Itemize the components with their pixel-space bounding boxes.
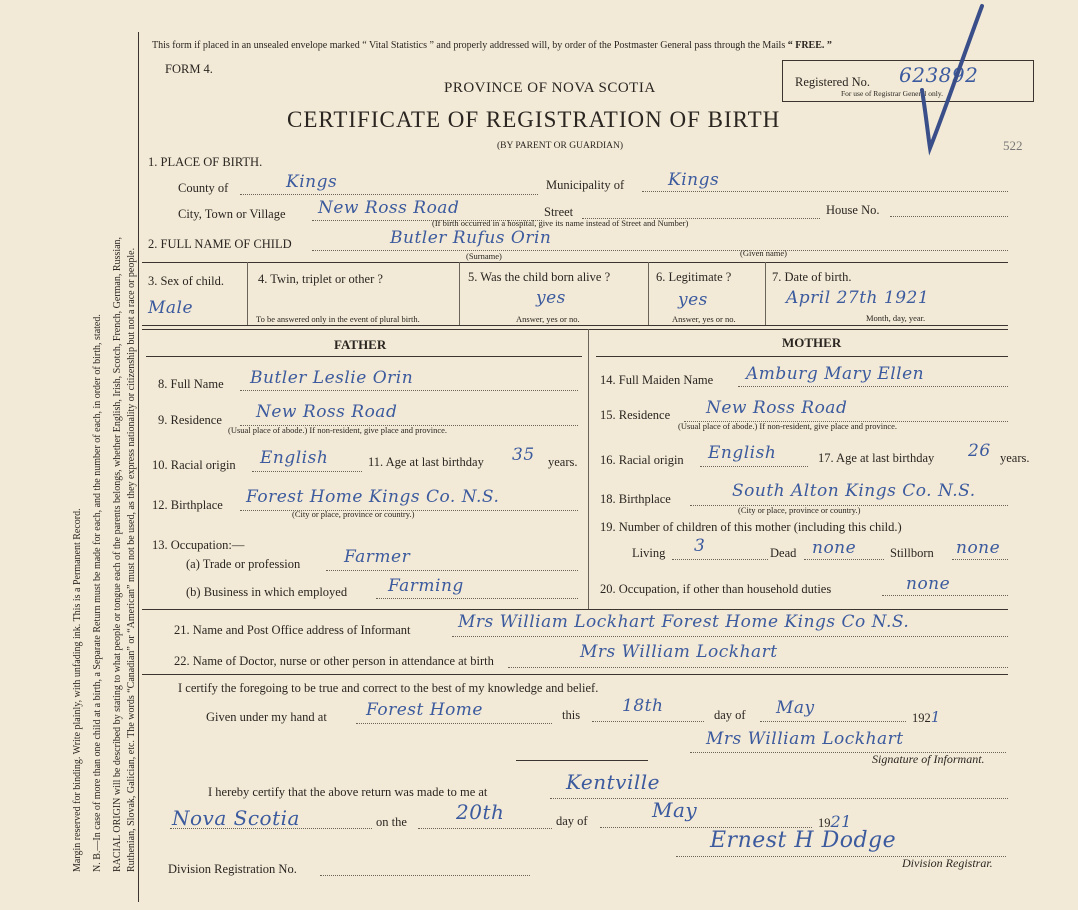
father-name-line bbox=[240, 390, 578, 391]
sex-value: Male bbox=[148, 298, 194, 318]
certify-month-line bbox=[760, 721, 906, 722]
father-age-label: 11. Age at last birthday bbox=[368, 455, 484, 469]
father-racial-line bbox=[252, 471, 362, 472]
child-name-line bbox=[312, 250, 1008, 251]
given-place-line bbox=[356, 723, 552, 724]
mother-residence-label: 15. Residence bbox=[600, 408, 671, 422]
father-residence-value: New Ross Road bbox=[256, 402, 398, 422]
certify-year-prefix: 192 bbox=[912, 711, 931, 725]
registrar-year-suffix: 21 bbox=[830, 812, 852, 831]
father-birthplace-note: (City or place, province or country.) bbox=[292, 509, 415, 519]
mother-age-value: 26 bbox=[968, 441, 991, 461]
municipality-value: Kings bbox=[668, 170, 720, 190]
father-occupation-label: 13. Occupation:— bbox=[152, 538, 245, 552]
father-age-years: years. bbox=[548, 455, 578, 469]
mother-heading: MOTHER bbox=[782, 335, 842, 350]
stillborn-label: Stillborn bbox=[890, 546, 934, 560]
father-age-value: 35 bbox=[512, 445, 535, 465]
registrar-day-value: 20th bbox=[456, 800, 505, 824]
date-of-birth-label: 7. Date of birth. bbox=[772, 270, 852, 284]
child-name-value: Butler Rufus Orin bbox=[390, 228, 552, 248]
registrar-signature: Ernest H Dodge bbox=[710, 828, 897, 853]
registrar-day-line bbox=[418, 828, 552, 829]
certify-this-label: this bbox=[562, 708, 581, 722]
registered-number-value: 623892 bbox=[899, 63, 979, 87]
certify-day-line bbox=[592, 721, 704, 722]
mother-name-label: 14. Full Maiden Name bbox=[600, 373, 714, 387]
municipality-label: Municipality of bbox=[546, 178, 625, 192]
mail-free-label: “ FREE. ” bbox=[787, 40, 832, 51]
born-alive-label: 5. Was the child born alive ? bbox=[468, 270, 611, 284]
margin-note-racial-origin: RACIAL ORIGIN will be described by stating to what people or tongue each of the parents belongs, whether English, Irish, Scotch, French, German, Russian, bbox=[112, 236, 123, 872]
surname-note: (Surname) bbox=[466, 251, 502, 261]
legitimate-label: 6. Legitimate ? bbox=[656, 270, 732, 284]
registrar-separator bbox=[516, 760, 648, 761]
dead-line bbox=[804, 559, 884, 560]
attendant-value: Mrs William Lockhart bbox=[580, 642, 778, 662]
certificate-subtitle: (BY PARENT OR GUARDIAN) bbox=[497, 141, 624, 151]
division-registration-line bbox=[320, 875, 530, 876]
registered-number-label: Registered No. bbox=[795, 75, 870, 89]
registrar-year-prefix: 19 bbox=[818, 816, 831, 830]
margin-note-nationality: Ruthenian, Slovak, Galician, etc. The words “Canadian” or “American” must not be used, as they express nationality or citizenship but not a race or people. bbox=[126, 247, 137, 872]
mother-birthplace-note: (City or place, province or country.) bbox=[738, 505, 861, 515]
given-name-note: (Given name) bbox=[740, 248, 787, 258]
father-residence-label: 9. Residence bbox=[158, 413, 222, 427]
mail-notice: This form if placed in an unsealed envelope marked “ Vital Statistics ” and properly addressed will, by order of the Postmaster General pass through the Mails “ FREE. ” bbox=[152, 40, 832, 51]
date-of-birth-note: Month, day, year. bbox=[866, 313, 926, 323]
row3-divider-3 bbox=[648, 262, 649, 325]
registrar-province-value: Nova Scotia bbox=[172, 806, 300, 830]
certify-year bbox=[912, 708, 941, 726]
certify-year-suffix: 1 bbox=[930, 708, 941, 726]
father-heading-rule bbox=[146, 356, 582, 357]
registrar-use-note: For use of Registrar General only. bbox=[841, 89, 943, 98]
county-line bbox=[240, 194, 538, 195]
twin-label: 4. Twin, triplet or other ? bbox=[258, 272, 383, 286]
certify-statement: I certify the foregoing to be true and correct to the best of my knowledge and belief. bbox=[178, 681, 599, 695]
twin-note: To be answered only in the event of plural birth. bbox=[256, 314, 420, 324]
father-business-label: (b) Business in which employed bbox=[186, 585, 348, 599]
rule-row3-bottom bbox=[142, 325, 1008, 326]
house-number-line bbox=[890, 216, 1008, 217]
stillborn-line bbox=[952, 559, 1008, 560]
living-value: 3 bbox=[694, 536, 706, 556]
row3-divider-2 bbox=[459, 262, 460, 325]
father-trade-line bbox=[326, 570, 578, 571]
informant-line bbox=[452, 636, 1008, 637]
mother-occupation-line bbox=[882, 595, 1008, 596]
father-racial-value: English bbox=[260, 448, 329, 468]
mother-residence-value: New Ross Road bbox=[706, 398, 848, 418]
attendant-label: 22. Name of Doctor, nurse or other person in attendance at birth bbox=[174, 654, 494, 668]
mother-birthplace-value: South Alton Kings Co. N.S. bbox=[732, 481, 976, 501]
registrar-check-mark bbox=[900, 0, 1000, 160]
certify-day-of-label: day of bbox=[714, 708, 746, 722]
rule-row3-top bbox=[142, 262, 1008, 263]
county-label: County of bbox=[178, 181, 229, 195]
registrar-on-the-label: on the bbox=[376, 815, 407, 829]
municipality-line bbox=[642, 191, 1008, 192]
certificate-title: CERTIFICATE OF REGISTRATION OF BIRTH bbox=[287, 107, 781, 132]
city-value: New Ross Road bbox=[318, 198, 460, 218]
province-heading: PROVINCE OF NOVA SCOTIA bbox=[444, 80, 656, 96]
father-heading: FATHER bbox=[334, 337, 387, 352]
registrar-day-of-label: day of bbox=[556, 814, 588, 828]
registrar-statement: I hereby certify that the above return was made to me at bbox=[208, 785, 488, 799]
father-birthplace-label: 12. Birthplace bbox=[152, 498, 223, 512]
mother-occupation-label: 20. Occupation, if other than household duties bbox=[600, 582, 832, 596]
row3-divider-1 bbox=[247, 262, 248, 325]
rule-certify-top bbox=[142, 674, 1008, 675]
father-birthplace-value: Forest Home Kings Co. N.S. bbox=[246, 487, 500, 507]
mother-racial-label: 16. Racial origin bbox=[600, 453, 684, 467]
corner-number: 522 bbox=[1003, 138, 1023, 153]
father-trade-value: Farmer bbox=[344, 547, 411, 567]
place-of-birth-heading: 1. PLACE OF BIRTH. bbox=[148, 155, 263, 169]
legitimate-value: yes bbox=[678, 290, 708, 310]
father-name-label: 8. Full Name bbox=[158, 377, 224, 391]
father-racial-label: 10. Racial origin bbox=[152, 458, 236, 472]
born-alive-note: Answer, yes or no. bbox=[516, 314, 580, 324]
registrar-place-value: Kentville bbox=[566, 770, 660, 794]
registrar-province-line bbox=[170, 828, 372, 829]
mother-occupation-value: none bbox=[906, 574, 951, 594]
legitimate-note: Answer, yes or no. bbox=[672, 314, 736, 324]
rule-informant-top bbox=[142, 609, 1008, 610]
informant-value: Mrs William Lockhart Forest Home Kings Co N.S. bbox=[458, 612, 910, 632]
given-place-value: Forest Home bbox=[366, 700, 483, 720]
father-residence-note: (Usual place of abode.) If non-resident, give place and province. bbox=[228, 425, 448, 435]
certify-day-value: 18th bbox=[622, 696, 664, 716]
informant-signature: Mrs William Lockhart bbox=[706, 729, 904, 749]
mother-residence-note: (Usual place of abode.) If non-resident, give place and province. bbox=[678, 421, 898, 431]
mother-age-label: 17. Age at last birthday bbox=[818, 451, 935, 465]
certify-month-value: May bbox=[776, 698, 815, 718]
mother-racial-line bbox=[700, 466, 808, 467]
row3-divider-4 bbox=[765, 262, 766, 325]
mother-age-years: years. bbox=[1000, 451, 1030, 465]
city-label: City, Town or Village bbox=[178, 207, 286, 221]
registrar-signature-label: Division Registrar. bbox=[902, 856, 993, 870]
margin-note-binding: Margin reserved for binding. Write plainly, with unfading ink. This is a Permanent Record. bbox=[72, 508, 83, 872]
rule-parents-top bbox=[142, 329, 1008, 330]
street-label: Street bbox=[544, 205, 574, 219]
sex-label: 3. Sex of child. bbox=[148, 274, 225, 288]
father-business-value: Farming bbox=[388, 576, 464, 596]
born-alive-value: yes bbox=[536, 288, 566, 308]
registrar-month-value: May bbox=[652, 798, 698, 822]
registrar-place-line bbox=[550, 798, 1008, 799]
living-line bbox=[672, 559, 768, 560]
father-name-value: Butler Leslie Orin bbox=[250, 368, 414, 388]
form-number: FORM 4. bbox=[165, 62, 213, 76]
stillborn-value: none bbox=[956, 538, 1001, 558]
date-of-birth-value: April 27th 1921 bbox=[786, 288, 930, 308]
mother-birthplace-label: 18. Birthplace bbox=[600, 492, 671, 506]
living-label: Living bbox=[632, 546, 666, 560]
division-registration-label: Division Registration No. bbox=[168, 862, 297, 876]
mother-racial-value: English bbox=[708, 443, 777, 463]
father-trade-label: (a) Trade or profession bbox=[186, 557, 301, 571]
child-name-label: 2. FULL NAME OF CHILD bbox=[148, 237, 292, 251]
mother-heading-rule bbox=[596, 356, 1008, 357]
parents-divider bbox=[588, 329, 589, 609]
margin-note-plural-birth: N. B.—In case of more than one child at a birth, a Separate Return must be made for each, and the number of each, in order of birth, stated. bbox=[92, 314, 103, 872]
mother-children-label: 19. Number of children of this mother (including this child.) bbox=[600, 520, 902, 534]
hospital-note: (If birth occurred in a hospital, give its name instead of Street and Number) bbox=[432, 218, 689, 228]
margin-divider bbox=[138, 32, 139, 902]
informant-label: 21. Name and Post Office address of Informant bbox=[174, 623, 411, 637]
house-number-label: House No. bbox=[826, 203, 880, 217]
father-business-line bbox=[376, 598, 578, 599]
attendant-line bbox=[508, 667, 1008, 668]
given-under-hand-label: Given under my hand at bbox=[206, 710, 327, 724]
mother-name-value: Amburg Mary Ellen bbox=[746, 364, 925, 384]
dead-value: none bbox=[812, 538, 857, 558]
county-value: Kings bbox=[286, 172, 338, 192]
dead-label: Dead bbox=[770, 546, 797, 560]
informant-signature-label: Signature of Informant. bbox=[872, 752, 985, 766]
mother-name-line bbox=[738, 386, 1008, 387]
